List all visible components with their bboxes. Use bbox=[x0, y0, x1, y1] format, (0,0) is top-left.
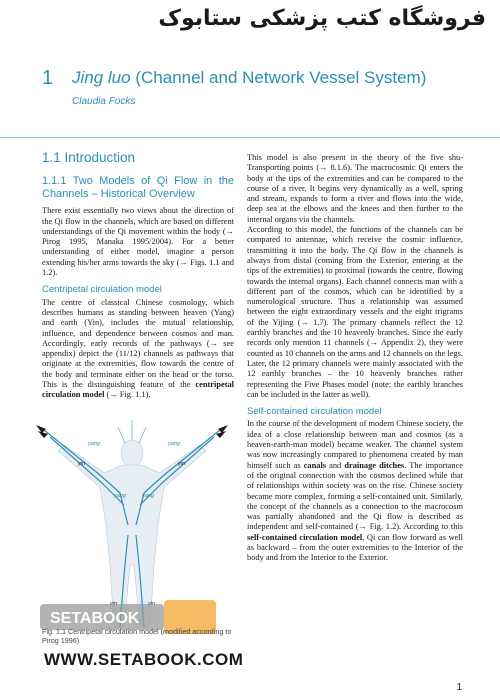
chapter-author: Claudia Focks bbox=[72, 96, 136, 107]
figure-caption: Fig. 1.1 Centripetal circulation model (modified according to Pirog 1996) bbox=[42, 627, 232, 645]
antennae-paragraph: According to this model, the functions of the channels can be compared to antennae, which receive the cosmic influence, transmitting it into the body. The Qi flow in the channels is always from distal (coming from the Exterior, entering at the tips of the extremities) to proximal (towards the centre, flowing towards the internal organs). Each channel connects man with a different part of the cosmos, which can be identified by a numerological structure. Thus a relationship was assumed between the eight extraordinary vessels and the eight trigrams of the Yijing (→ 1.7). The primary channels reflect the 12 earthly branches and the 10 heavenly branches. Since the early records only mention 11 channels (→ Appendix 2), they were counted as 10 channels on the arms and 12 channels on the legs. Later, the 12 primary channels were mainly associated with the 12 earthly branches – the 10 heavenly branches rather representing the Five Phases model (note: the earthly branches can be included in the latter as well). bbox=[247, 225, 463, 399]
store-banner bbox=[0, 0, 500, 44]
chapter-title-italic: Jing luo bbox=[72, 68, 131, 87]
figure-label: yin bbox=[78, 461, 86, 467]
chapter-title bbox=[72, 68, 426, 88]
chapter-title-rest: (Channel and Network Vessel System) bbox=[135, 68, 427, 87]
right-column bbox=[247, 153, 463, 564]
left-column bbox=[42, 150, 234, 401]
figure-label: yang bbox=[114, 493, 126, 499]
subsection-heading: 1.1.1 Two Models of Qi Flow in the Channels – Historical Overview bbox=[42, 175, 234, 201]
page-number: 1 bbox=[456, 682, 462, 693]
figure-label: yang bbox=[142, 493, 154, 499]
store-banner-title: فروشگاه کتب پزشکی ستابوک bbox=[158, 6, 486, 31]
section-heading: 1.1 Introduction bbox=[42, 150, 136, 165]
intro-paragraph: There exist essentially two views about the direction of the Qi flow in the channels, which are based on different understandings of the Qi movement within the body (→ Pirog 1995, Manaka 1995/2004). For a better understanding of either model, imagine a person extending his/her arms towards the sky (→ Figs. 1.1 and 1.2). bbox=[42, 206, 234, 278]
shu-points-paragraph: This model is also present in the theory of the five shu-Transporting points (→ 8.1.6). The macrocosmic Qi enters the body at the tips of the extremities and can be compared to the course of a river. It begins very dynamically as a well, spring and stream, expands to form a river and flows into the wide, deep sea at the elbows and the knees and then further to the internal organs via the channels. bbox=[247, 153, 463, 224]
centripetal-paragraph: The centre of classical Chinese cosmology, which describes humans as standing between heaven (Yang) and earth (Yin), includes the mutual relationship, influence, and dependence between cosmos and man. Accordingly, early records of the pathways (→ see appendix) depict the (11/12) channels as pathways that originate at the extremities, flow towards the centre of the body and terminate either on the head or the torso. This is the distinguishing feature of the centripetal circulation model (→ Fig. 1.1). bbox=[42, 297, 234, 400]
figure-label: yang bbox=[88, 441, 100, 447]
chapter-number: 1 bbox=[42, 67, 54, 89]
centripetal-heading: Centripetal circulation model bbox=[42, 284, 162, 296]
self-contained-heading: Self-contained circulation model bbox=[247, 406, 382, 418]
chapter-divider bbox=[0, 137, 500, 138]
watermark-logo-text: SETABOOK bbox=[50, 610, 140, 627]
watermark-site-url: WWW.SETABOOK.COM bbox=[44, 650, 244, 669]
figure-label: yin bbox=[178, 461, 186, 467]
figure-label: yang bbox=[168, 441, 180, 447]
self-contained-paragraph: In the course of the development of modern Chinese society, the idea of a close relationship between man and cosmos (as a heaven-earth-man model) became weaker. The channel system was now increasingly compared to phenomena created by man himself such as canals and drainage ditches. The importance of the original connection with the cosmos declined while that of relationships within society was on the rise. Chinese society became more complex, forming a self-contained unit. Similarly, the concept of the channels as a connection to the macrocosm was partially abandoned and the Qi flow is described as independent and self-contained (→ Fig. 1.2). According to this self-contained circulation model, Qi can flow forward as well as backward – from the outer extremities to the Interior of the body and from the Interior to the Exterior. bbox=[247, 419, 464, 563]
